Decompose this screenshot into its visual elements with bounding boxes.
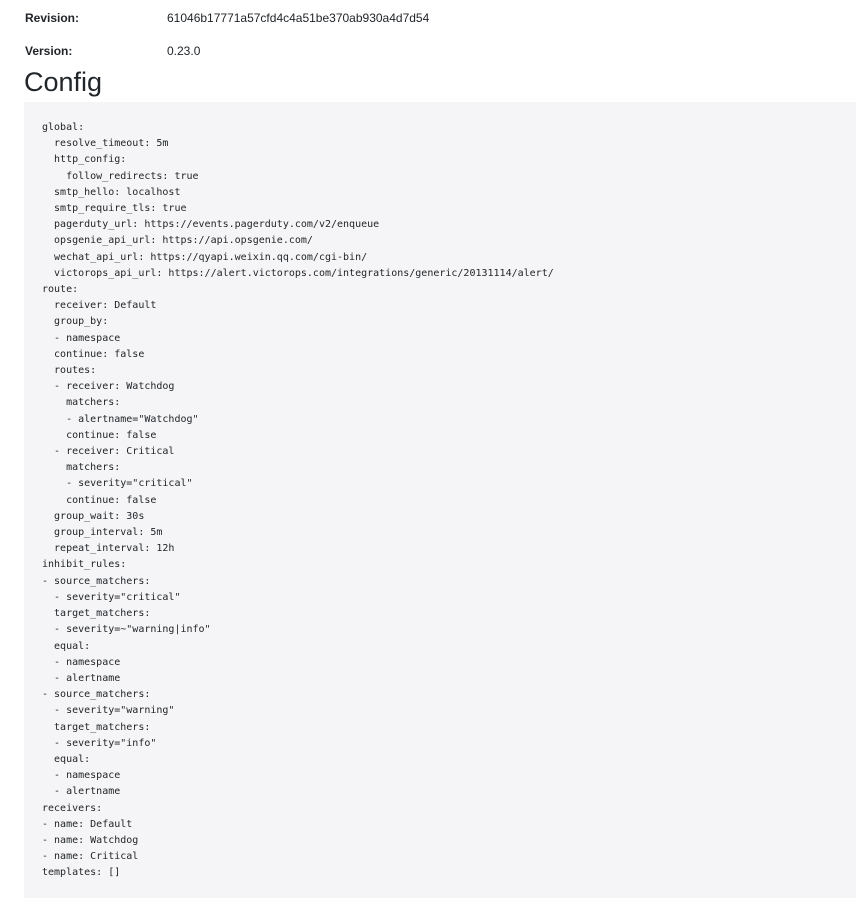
revision-row bbox=[25, 0, 845, 36]
version-row bbox=[25, 36, 845, 66]
version-label: Version: bbox=[25, 44, 73, 58]
revision-value: 61046b17771a57cfd4c4a51be370ab930a4d7d54 bbox=[167, 11, 430, 25]
revision-label: Revision: bbox=[25, 11, 80, 25]
config-title: Config bbox=[24, 67, 103, 97]
config-yaml-block: global: resolve_timeout: 5m http_config: follow_redirects: true smtp_hello: localhost smtp_require_tls: true pagerduty_url: https://events.pagerduty.com/v2/enqueue opsgenie_api_url: https://api.opsgenie.com/ wechat_api_url: https://qyapi.weixin.qq.com/cgi-bin/ victorops_api_url: https://alert.victorops.com/integrations/generic/20131114/alert/ route: receiver: Default group_by: - namespace continue: false routes: - receiver: Watchdog matchers: - alertname="Watchdog" continue: false - receiver: Critical matchers: - severity="critical" continue: false group_wait: 30s group_interval: 5m repeat_interval: 12h inhibit_rules: - source_matchers: - severity="critical" target_matchers: - severity=~"warning|info" equal: - namespace - alertname - source_matchers: - severity="warning" target_matchers: - severity="info" equal: - namespace - alertname receivers: - name: Default - name: Watchdog - name: Critical templates: [] bbox=[24, 102, 856, 898]
status-table bbox=[25, 0, 845, 66]
version-value: 0.23.0 bbox=[167, 44, 201, 58]
